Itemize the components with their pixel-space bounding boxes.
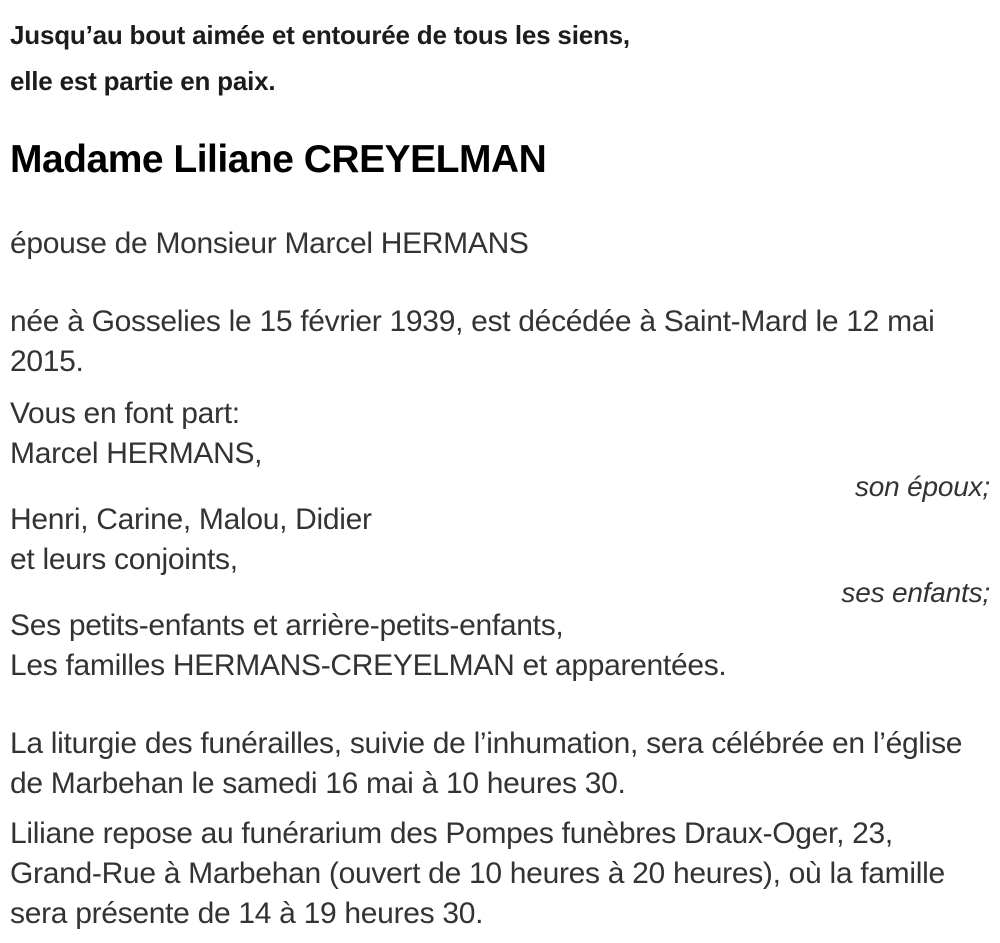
repose-info-line-3: sera présente de 14 à 19 heures 30. (10, 897, 484, 930)
funeral-service-section (10, 724, 992, 804)
deceased-name-title: Madame Liliane CREYELMAN (10, 138, 547, 181)
announcement-entry-spouse (10, 434, 992, 500)
entry-relation-label: son époux; (855, 471, 990, 502)
entry-name-line: et leurs conjoints, (10, 543, 238, 576)
announcement-header: Vous en font part: (10, 397, 240, 430)
entry-name-line: Les familles HERMANS-CREYELMAN et apparentées. (10, 649, 727, 682)
entry-name-line: Henri, Carine, Malou, Didier (10, 503, 372, 536)
epitaph-section (10, 12, 992, 104)
entry-relation-label: ses enfants; (841, 577, 990, 608)
funeral-service-line-1: La liturgie des funérailles, suivie de l’inhumation, sera célébrée en l’église (10, 727, 963, 760)
life-event-line-1: née à Gosselies le 15 février 1939, est décédée à Saint-Mard le 12 mai (10, 305, 935, 338)
announcement-section (10, 394, 992, 686)
repose-info-section (10, 814, 992, 934)
repose-info-line-1: Liliane repose au funérarium des Pompes funèbres Draux-Oger, 23, (10, 817, 893, 850)
announcement-entry-children (10, 500, 992, 606)
life-event-section (10, 302, 992, 382)
spouse-relation-line: épouse de Monsieur Marcel HERMANS (10, 227, 529, 260)
announcement-entry-family (10, 606, 992, 686)
entry-name-line: Ses petits-enfants et arrière-petits-enfants, (10, 609, 564, 642)
epitaph-line-2: elle est partie en paix. (10, 66, 276, 96)
entry-name-line: Marcel HERMANS, (10, 437, 263, 470)
epitaph-line-1: Jusqu’au bout aimée et entourée de tous les siens, (10, 20, 630, 50)
life-event-line-2: 2015. (10, 345, 84, 378)
funeral-service-line-2: de Marbehan le samedi 16 mai à 10 heures 30. (10, 767, 626, 800)
repose-info-line-2: Grand-Rue à Marbehan (ouvert de 10 heures à 20 heures), où la famille (10, 857, 945, 890)
